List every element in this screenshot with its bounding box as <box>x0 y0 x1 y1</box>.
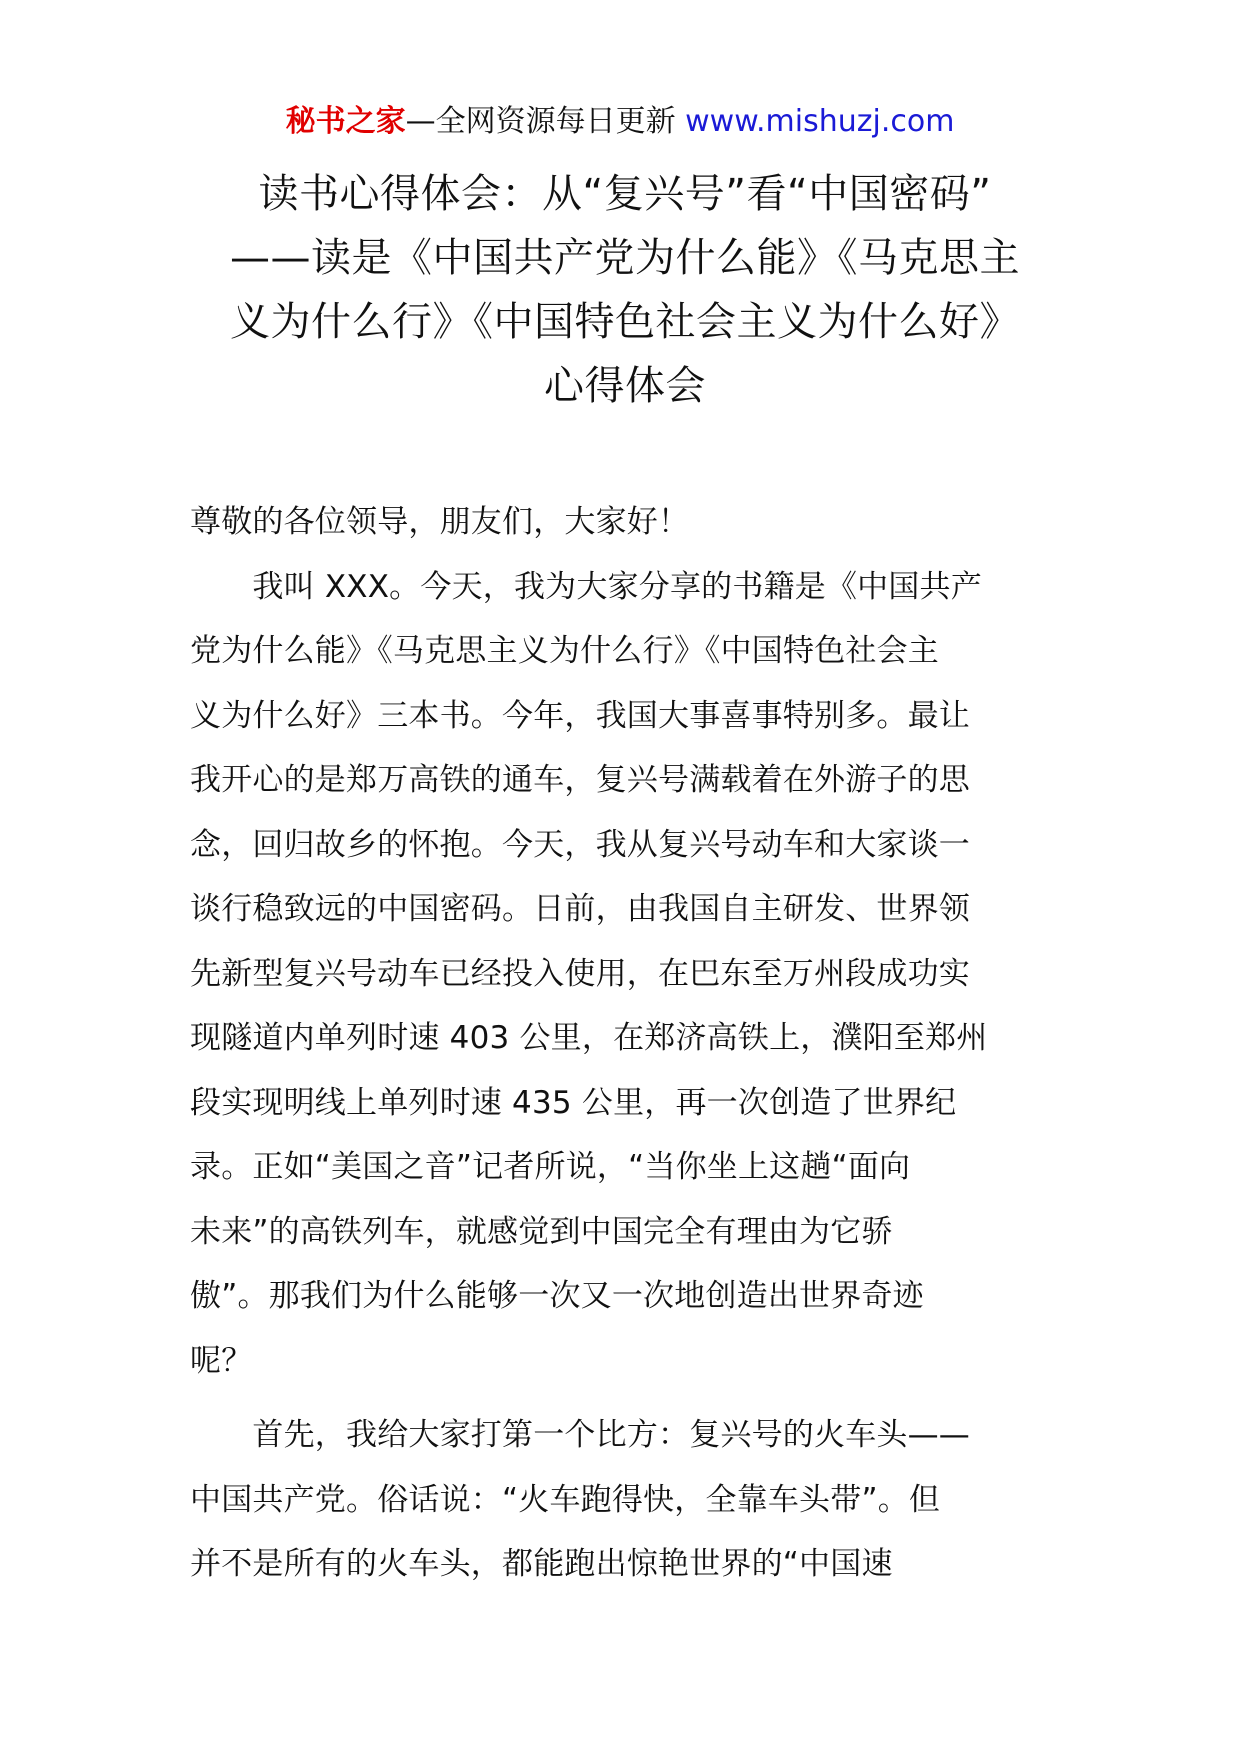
document-body <box>190 490 1060 1597</box>
body-line: 义为什么好》三本书。今年，我国大事喜事特别多。最让 <box>190 697 970 734</box>
title-line: 义为什么行》《中国特色社会主义为什么好》 <box>230 299 1020 345</box>
body-line: 未来”的高铁列车，就感觉到中国完全有理由为它骄 <box>190 1213 893 1250</box>
body-line: 党为什么能》《马克思主义为什么行》《中国特色社会主 <box>190 633 939 669</box>
body-line: 首先，我给大家打第一个比方：复兴号的火车头—— <box>190 1417 970 1453</box>
body-line: 录。正如“美国之音”记者所说，“当你坐上这趟“面向 <box>190 1149 911 1185</box>
body-line: 中国共产党。俗话说：“火车跑得快，全靠车头带”。但 <box>190 1481 941 1518</box>
site-url-link[interactable]: www.mishuzj.com <box>685 104 955 139</box>
body-line: 傲”。那我们为什么能够一次又一次地创造出世界奇迹 <box>190 1278 924 1314</box>
paragraph-gap <box>190 1393 1060 1403</box>
header-tagline: —全网资源每日更新 <box>405 104 686 139</box>
title-line: 读书心得体会：从“复兴号”看“中国密码” <box>258 171 992 217</box>
body-line: 我开心的是郑万高铁的通车，复兴号满载着在外游子的思 <box>190 762 970 798</box>
body-line: 念，回归故乡的怀抱。今天，我从复兴号动车和大家谈一 <box>190 826 970 863</box>
document-title <box>190 162 1060 418</box>
title-line: 心得体会 <box>544 363 706 409</box>
body-line: 并不是所有的火车头，都能跑出惊艳世界的“中国速 <box>190 1546 893 1582</box>
body-line: 谈行稳致远的中国密码。日前，由我国自主研发、世界领 <box>190 891 970 927</box>
title-line: ——读是《中国共产党为什么能》《马克思主 <box>230 235 1020 281</box>
site-header <box>0 100 1240 144</box>
greeting-line: 尊敬的各位领导，朋友们，大家好！ <box>190 504 690 540</box>
body-line: 先新型复兴号动车已经投入使用，在巴东至万州段成功实 <box>190 955 970 992</box>
body-line: 我叫 XXX。今天，我为大家分享的书籍是《中国共产 <box>190 568 982 605</box>
body-line: 呢？ <box>190 1342 253 1379</box>
body-line: 段实现明线上单列时速 435 公里，再一次创造了世界纪 <box>190 1084 957 1121</box>
brand-name: 秘书之家 <box>285 104 406 139</box>
body-line: 现隧道内单列时速 403 公里，在郑济高铁上，濮阳至郑州 <box>190 1020 988 1056</box>
